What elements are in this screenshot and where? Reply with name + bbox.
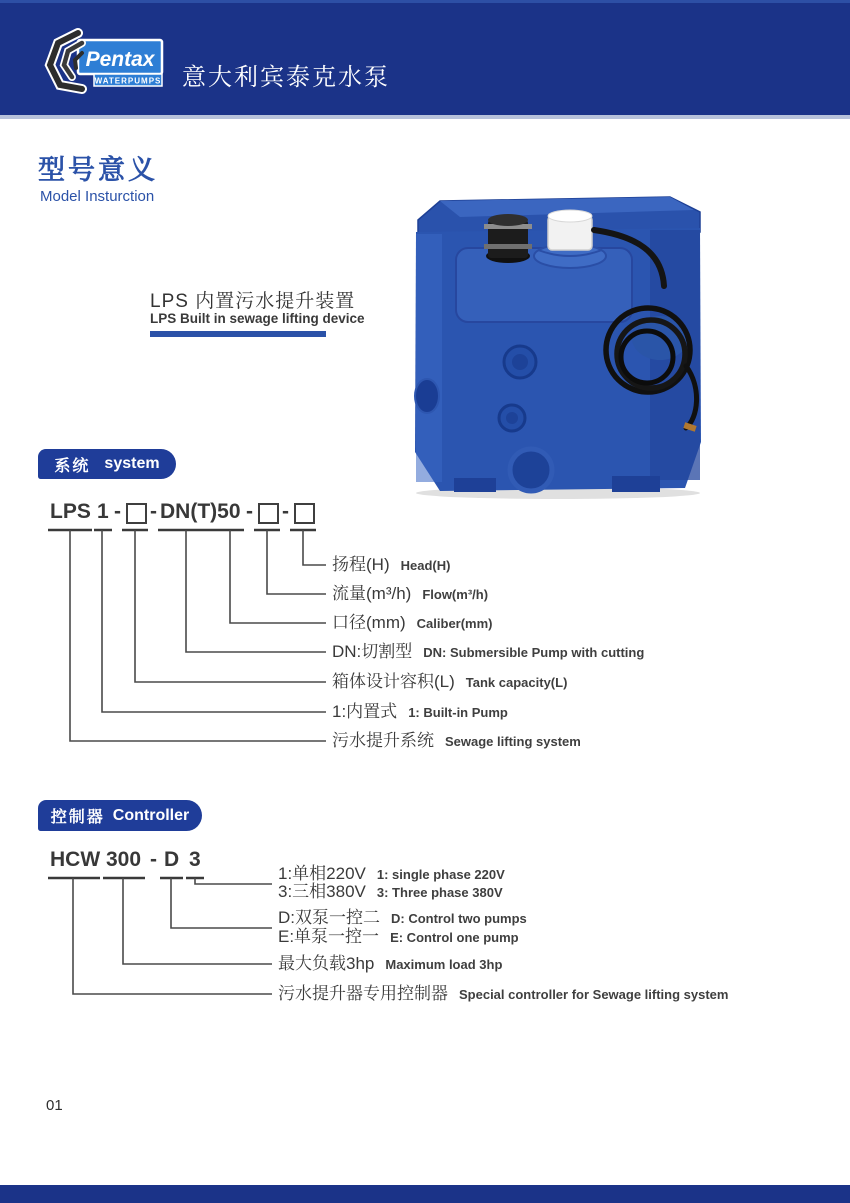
model-label-tank-capacity: 箱体设计容积(L) Tank capacity(L)	[332, 672, 568, 691]
controller-label-one-pump: E:单泵一控一 E: Control one pump	[278, 927, 519, 946]
controller-label-special-controller: 污水提升器专用控制器 Special controller for Sewage lifting system	[278, 984, 729, 1003]
page-header	[0, 0, 850, 115]
code-token-hcw: HCW	[50, 848, 101, 871]
model-label-caliber: 口径(mm) Caliber(mm)	[332, 613, 493, 632]
system-badge-en: system	[104, 455, 160, 472]
model-label-builtin: 1:内置式 1: Built-in Pump	[332, 702, 508, 721]
system-section-badge	[38, 449, 176, 479]
model-label-flow: 流量(m³/h) Flow(m³/h)	[332, 584, 489, 603]
code-dash: -	[150, 500, 157, 523]
logo-subtext: WATERPUMPS	[94, 76, 162, 86]
controller-label-single-phase: 1:单相220V 1: single phase 220V	[278, 864, 505, 883]
code-dash: -	[114, 500, 121, 523]
code-token-3: 3	[189, 848, 201, 871]
controller-label-max-load: 最大负载3hp Maximum load 3hp	[278, 954, 503, 973]
footer-bar	[0, 1185, 850, 1203]
product-caption-zh: LPS 内置污水提升装置	[150, 291, 356, 312]
model-label-head: 扬程(H) Head(H)	[332, 555, 451, 574]
pentax-logo-graphic	[42, 27, 172, 95]
placeholder-box-2	[258, 503, 279, 524]
controller-label-three-phase: 3:三相380V 3: Three phase 380V	[278, 882, 503, 901]
code-dash: -	[282, 500, 289, 523]
code-token-dnt50: DN(T)50	[160, 500, 241, 523]
placeholder-box-1	[126, 503, 147, 524]
pentax-logo	[42, 27, 172, 95]
logo-wordmark: Pentax	[85, 48, 155, 71]
controller-label-two-pumps: D:双泵一控二 D: Control two pumps	[278, 908, 527, 927]
code-token-lps: LPS	[50, 500, 91, 523]
controller-section-badge	[38, 800, 202, 831]
code-token-300: 300	[106, 848, 142, 871]
code-token-d: D	[164, 848, 180, 871]
product-caption-en: LPS Built in sewage lifting device	[150, 311, 365, 326]
controller-badge-zh: 控制器	[50, 809, 105, 826]
code-token-1: 1	[97, 500, 109, 523]
code-dash: -	[150, 848, 157, 871]
system-badge-zh: 系统	[54, 457, 91, 475]
model-label-cutting: DN:切割型 DN: Submersible Pump with cutting	[332, 642, 645, 661]
page-number: 01	[46, 1097, 63, 1114]
controller-badge-en: Controller	[112, 806, 190, 824]
placeholder-box-3	[294, 503, 315, 524]
header-divider	[0, 115, 850, 119]
model-label-sewage-system: 污水提升系统 Sewage lifting system	[332, 731, 581, 750]
section-title-en: Model Insturction	[40, 188, 155, 205]
product-photo	[398, 190, 716, 502]
page-title: 意大利宾泰克水泵	[182, 64, 390, 91]
section-title-zh: 型号意义	[38, 155, 158, 185]
caption-underline-bar	[150, 331, 326, 337]
code-dash: -	[246, 500, 253, 523]
